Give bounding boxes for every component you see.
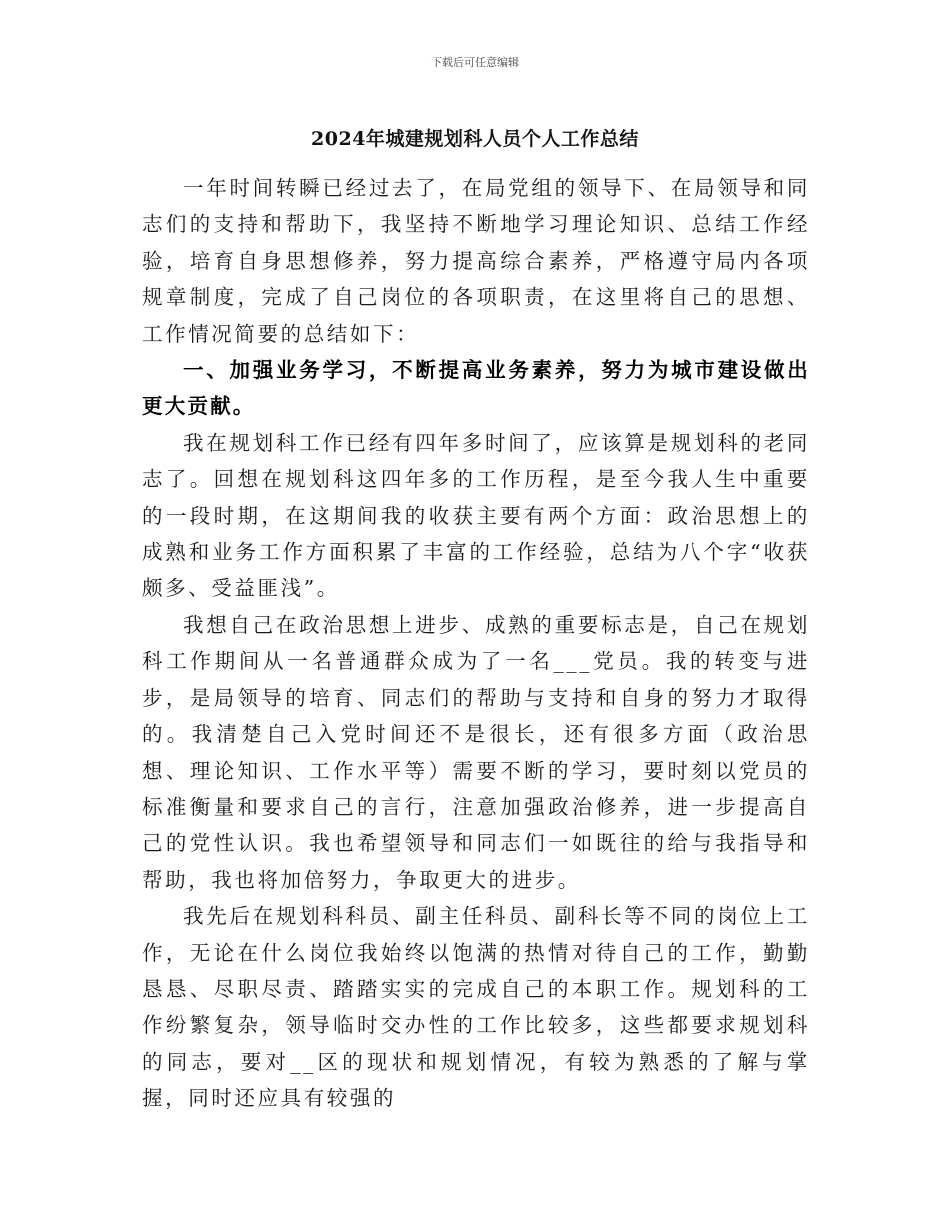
paragraph: 我在规划科工作已经有四年多时间了，应该算是规划科的老同志了。回想在规划科这四年多的工作历程，是至今我人生中重要的一段时期，在这期间我的收获主要有两个方面：政治思想上的成熟和业务工作方面积累了丰富的工作经验，总结为八个字“收获颇多、受益匪浅”。 <box>142 430 810 601</box>
document-body <box>142 170 810 1117</box>
header-note: 下载后可任意编辑 <box>431 56 519 69</box>
document-title: 2024年城建规划科人员个人工作总结 <box>311 128 639 150</box>
paragraph-intro: 一年时间转瞬已经过去了，在局党组的领导下、在局领导和同志们的支持和帮助下，我坚持不断地学习理论知识、总结工作经验，培育自身思想修养，努力提高综合素养，严格遵守局内各项规章制度，完成了自己岗位的各项职责，在这里将自己的思想、工作情况简要的总结如下： <box>142 176 810 346</box>
section-heading-1: 一、加强业务学习，不断提高业务素养，努力为城市建设做出更大贡献。 <box>142 358 810 419</box>
paragraph: 我先后在规划科科员、副主任科员、副科长等不同的岗位上工作，无论在什么岗位我始终以饱满的热情对待自己的工作，勤勤恳恳、尽职尽责、踏踏实实的完成自己的本职工作。规划科的工作纷繁复杂，领导临时交办性的工作比较多，这些都要求规划科的同志，要对__区的现状和规划情况，有较为熟悉的了解与掌握，同时还应具有较强的 <box>142 904 810 1111</box>
paragraph: 我想自己在政治思想上进步、成熟的重要标志是，自己在规划科工作期间从一名普通群众成为了一名___党员。我的转变与进步，是局领导的培育、同志们的帮助与支持和自身的努力才取得的。我清楚自己入党时间还不是很长，还有很多方面（政治思想、理论知识、工作水平等）需要不断的学习，要时刻以党员的标准衡量和要求自己的言行，注意加强政治修养，进一步提高自己的党性认识。我也希望领导和同志们一如既往的给与我指导和帮助，我也将加倍努力，争取更大的进步。 <box>142 612 810 892</box>
